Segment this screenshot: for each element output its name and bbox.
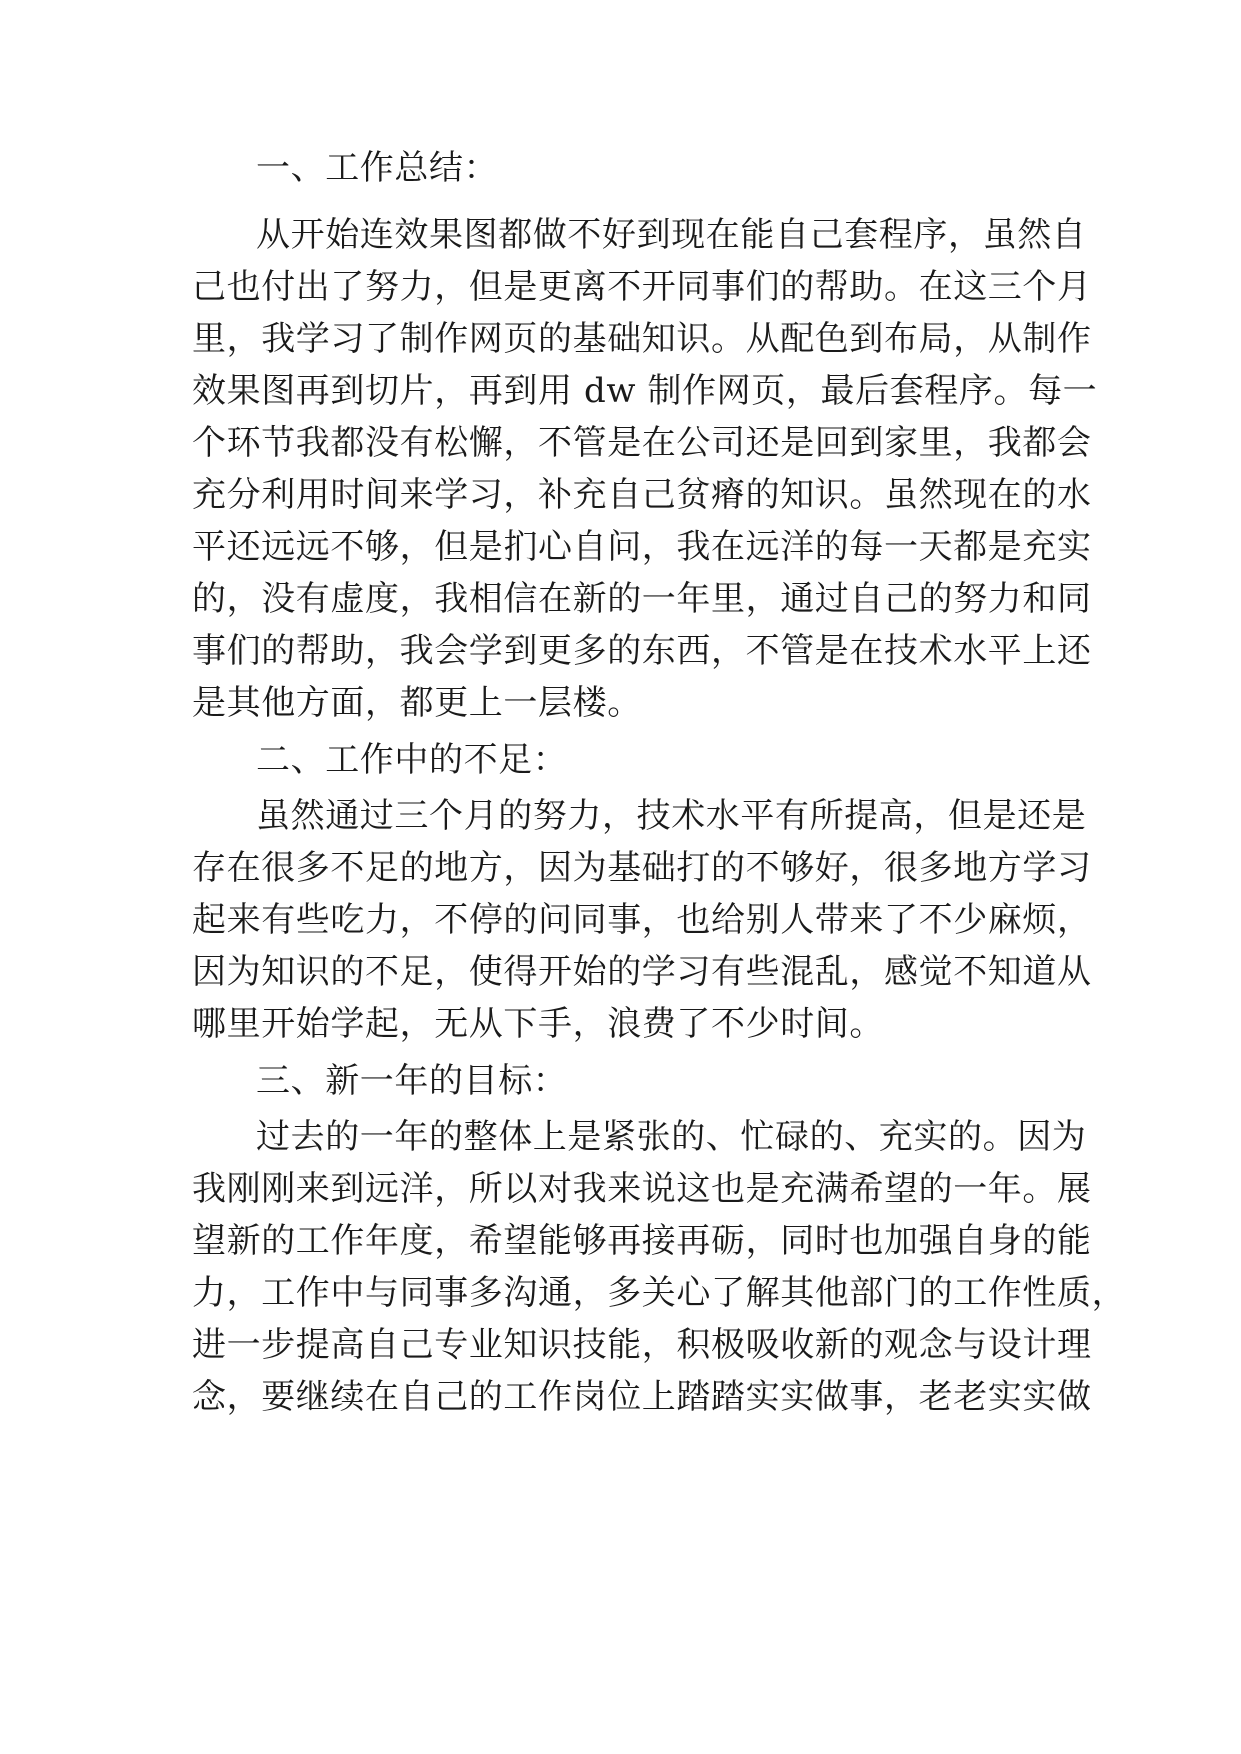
- section-heading-new-year-goals: 三、新一年的目标：: [256, 1061, 568, 1101]
- paragraph-line: 力，工作中与同事多沟通，多关心了解其他部门的工作性质，: [192, 1273, 1127, 1313]
- paragraph-line: 个环节我都没有松懈，不管是在公司还是回到家里，我都会: [192, 423, 1092, 463]
- paragraph-line: 望新的工作年度，希望能够再接再砺，同时也加强自身的能: [192, 1221, 1092, 1261]
- paragraph-line: 虽然通过三个月的努力，技术水平有所提高，但是还是: [256, 796, 1087, 836]
- paragraph-line: 念，要继续在自己的工作岗位上踏踏实实做事，老老实实做: [192, 1377, 1092, 1417]
- paragraph-line: 从开始连效果图都做不好到现在能自己套程序，虽然自: [256, 215, 1087, 255]
- paragraph-line: 己也付出了努力，但是更离不开同事们的帮助。在这三个月: [192, 267, 1092, 307]
- paragraph-line: 起来有些吃力，不停的问同事，也给别人带来了不少麻烦，: [192, 900, 1092, 940]
- paragraph-line: 因为知识的不足，使得开始的学习有些混乱，感觉不知道从: [192, 952, 1092, 992]
- paragraph-line: 事们的帮助，我会学到更多的东西，不管是在技术水平上还: [192, 631, 1092, 671]
- section-heading-work-summary: 一、工作总结：: [256, 148, 499, 188]
- paragraph-line: 进一步提高自己专业知识技能，积极吸收新的观念与设计理: [192, 1325, 1092, 1365]
- paragraph-line: 哪里开始学起，无从下手，浪费了不少时间。: [192, 1004, 884, 1044]
- paragraph-line: 充分利用时间来学习，补充自己贫瘠的知识。虽然现在的水: [192, 475, 1092, 515]
- paragraph-line: 效果图再到切片，再到用 dw 制作网页，最后套程序。每一: [192, 371, 1098, 411]
- paragraph-line: 存在很多不足的地方，因为基础打的不够好，很多地方学习: [192, 848, 1092, 888]
- section-heading-shortcomings: 二、工作中的不足：: [256, 740, 568, 780]
- paragraph-line: 过去的一年的整体上是紧张的、忙碌的、充实的。因为: [256, 1117, 1087, 1157]
- paragraph-line: 的，没有虚度，我相信在新的一年里，通过自己的努力和同: [192, 579, 1092, 619]
- paragraph-line: 里，我学习了制作网页的基础知识。从配色到布局，从制作: [192, 319, 1092, 359]
- paragraph-line: 我刚刚来到远洋，所以对我来说这也是充满希望的一年。展: [192, 1169, 1092, 1209]
- paragraph-line: 是其他方面，都更上一层楼。: [192, 683, 642, 723]
- paragraph-line: 平还远远不够，但是扪心自问，我在远洋的每一天都是充实: [192, 527, 1092, 567]
